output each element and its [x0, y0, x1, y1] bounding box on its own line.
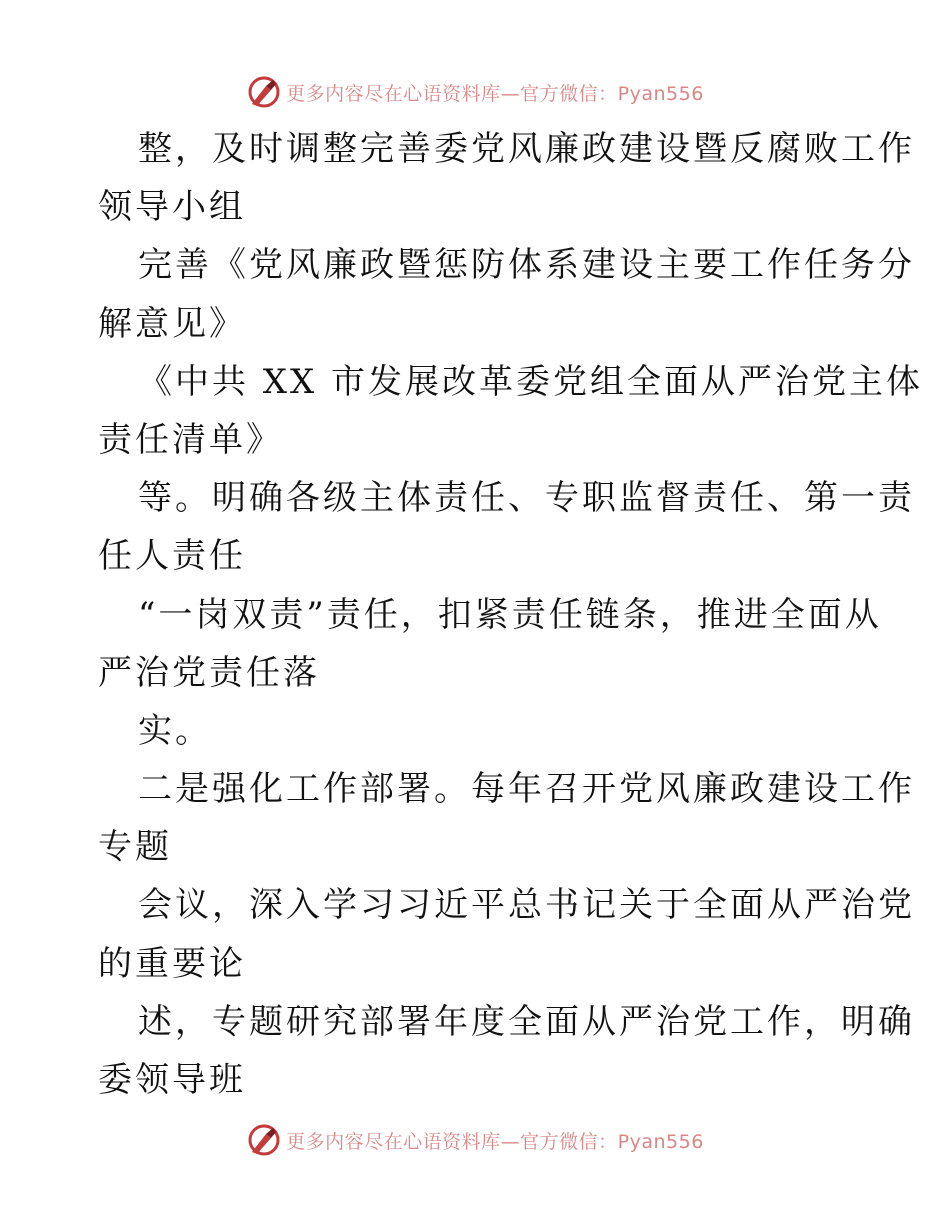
- text-line: 述，专题研究部署年度全面从严治党工作，明确: [138, 1001, 915, 1042]
- text-line: 实。: [138, 710, 212, 751]
- text-line: 领导小组: [98, 187, 246, 228]
- text-line: 责任清单》: [98, 419, 283, 460]
- document-body: [98, 120, 924, 1109]
- text-line: 专题: [98, 827, 172, 868]
- text-line: 《中共 XX 市发展改革委党组全面从严治党主体: [138, 361, 924, 402]
- pen-logo-icon: [246, 1122, 282, 1158]
- text-line: 任人责任: [98, 536, 246, 577]
- text-line: “一岗双责”责任，扣紧责任链条，推进全面从: [138, 594, 882, 635]
- header-watermark: [0, 72, 950, 112]
- text-line: 委领导班: [98, 1060, 246, 1100]
- text-line: 二是强化工作部署。每年召开党风廉政建设工作: [138, 769, 915, 810]
- watermark-text: 更多内容尽在心语资料库—官方微信：Pyan556: [286, 1130, 704, 1153]
- text-line: 整，及时调整完善委党风廉政建设暨反腐败工作: [138, 129, 915, 169]
- text-line: 等。明确各级主体责任、专职监督责任、第一责: [138, 478, 915, 519]
- text-line: 的重要论: [98, 943, 246, 984]
- footer-watermark: [0, 1120, 950, 1160]
- text-line: 解意见》: [98, 303, 246, 344]
- text-line: 会议，深入学习习近平总书记关于全面从严治党: [138, 885, 915, 926]
- text-line: 严治党责任落: [98, 652, 320, 693]
- pen-logo-icon: [246, 74, 282, 110]
- text-line: 完善《党风廉政暨惩防体系建设主要工作任务分: [138, 245, 915, 286]
- watermark-text: 更多内容尽在心语资料库—官方微信：Pyan556: [286, 82, 704, 105]
